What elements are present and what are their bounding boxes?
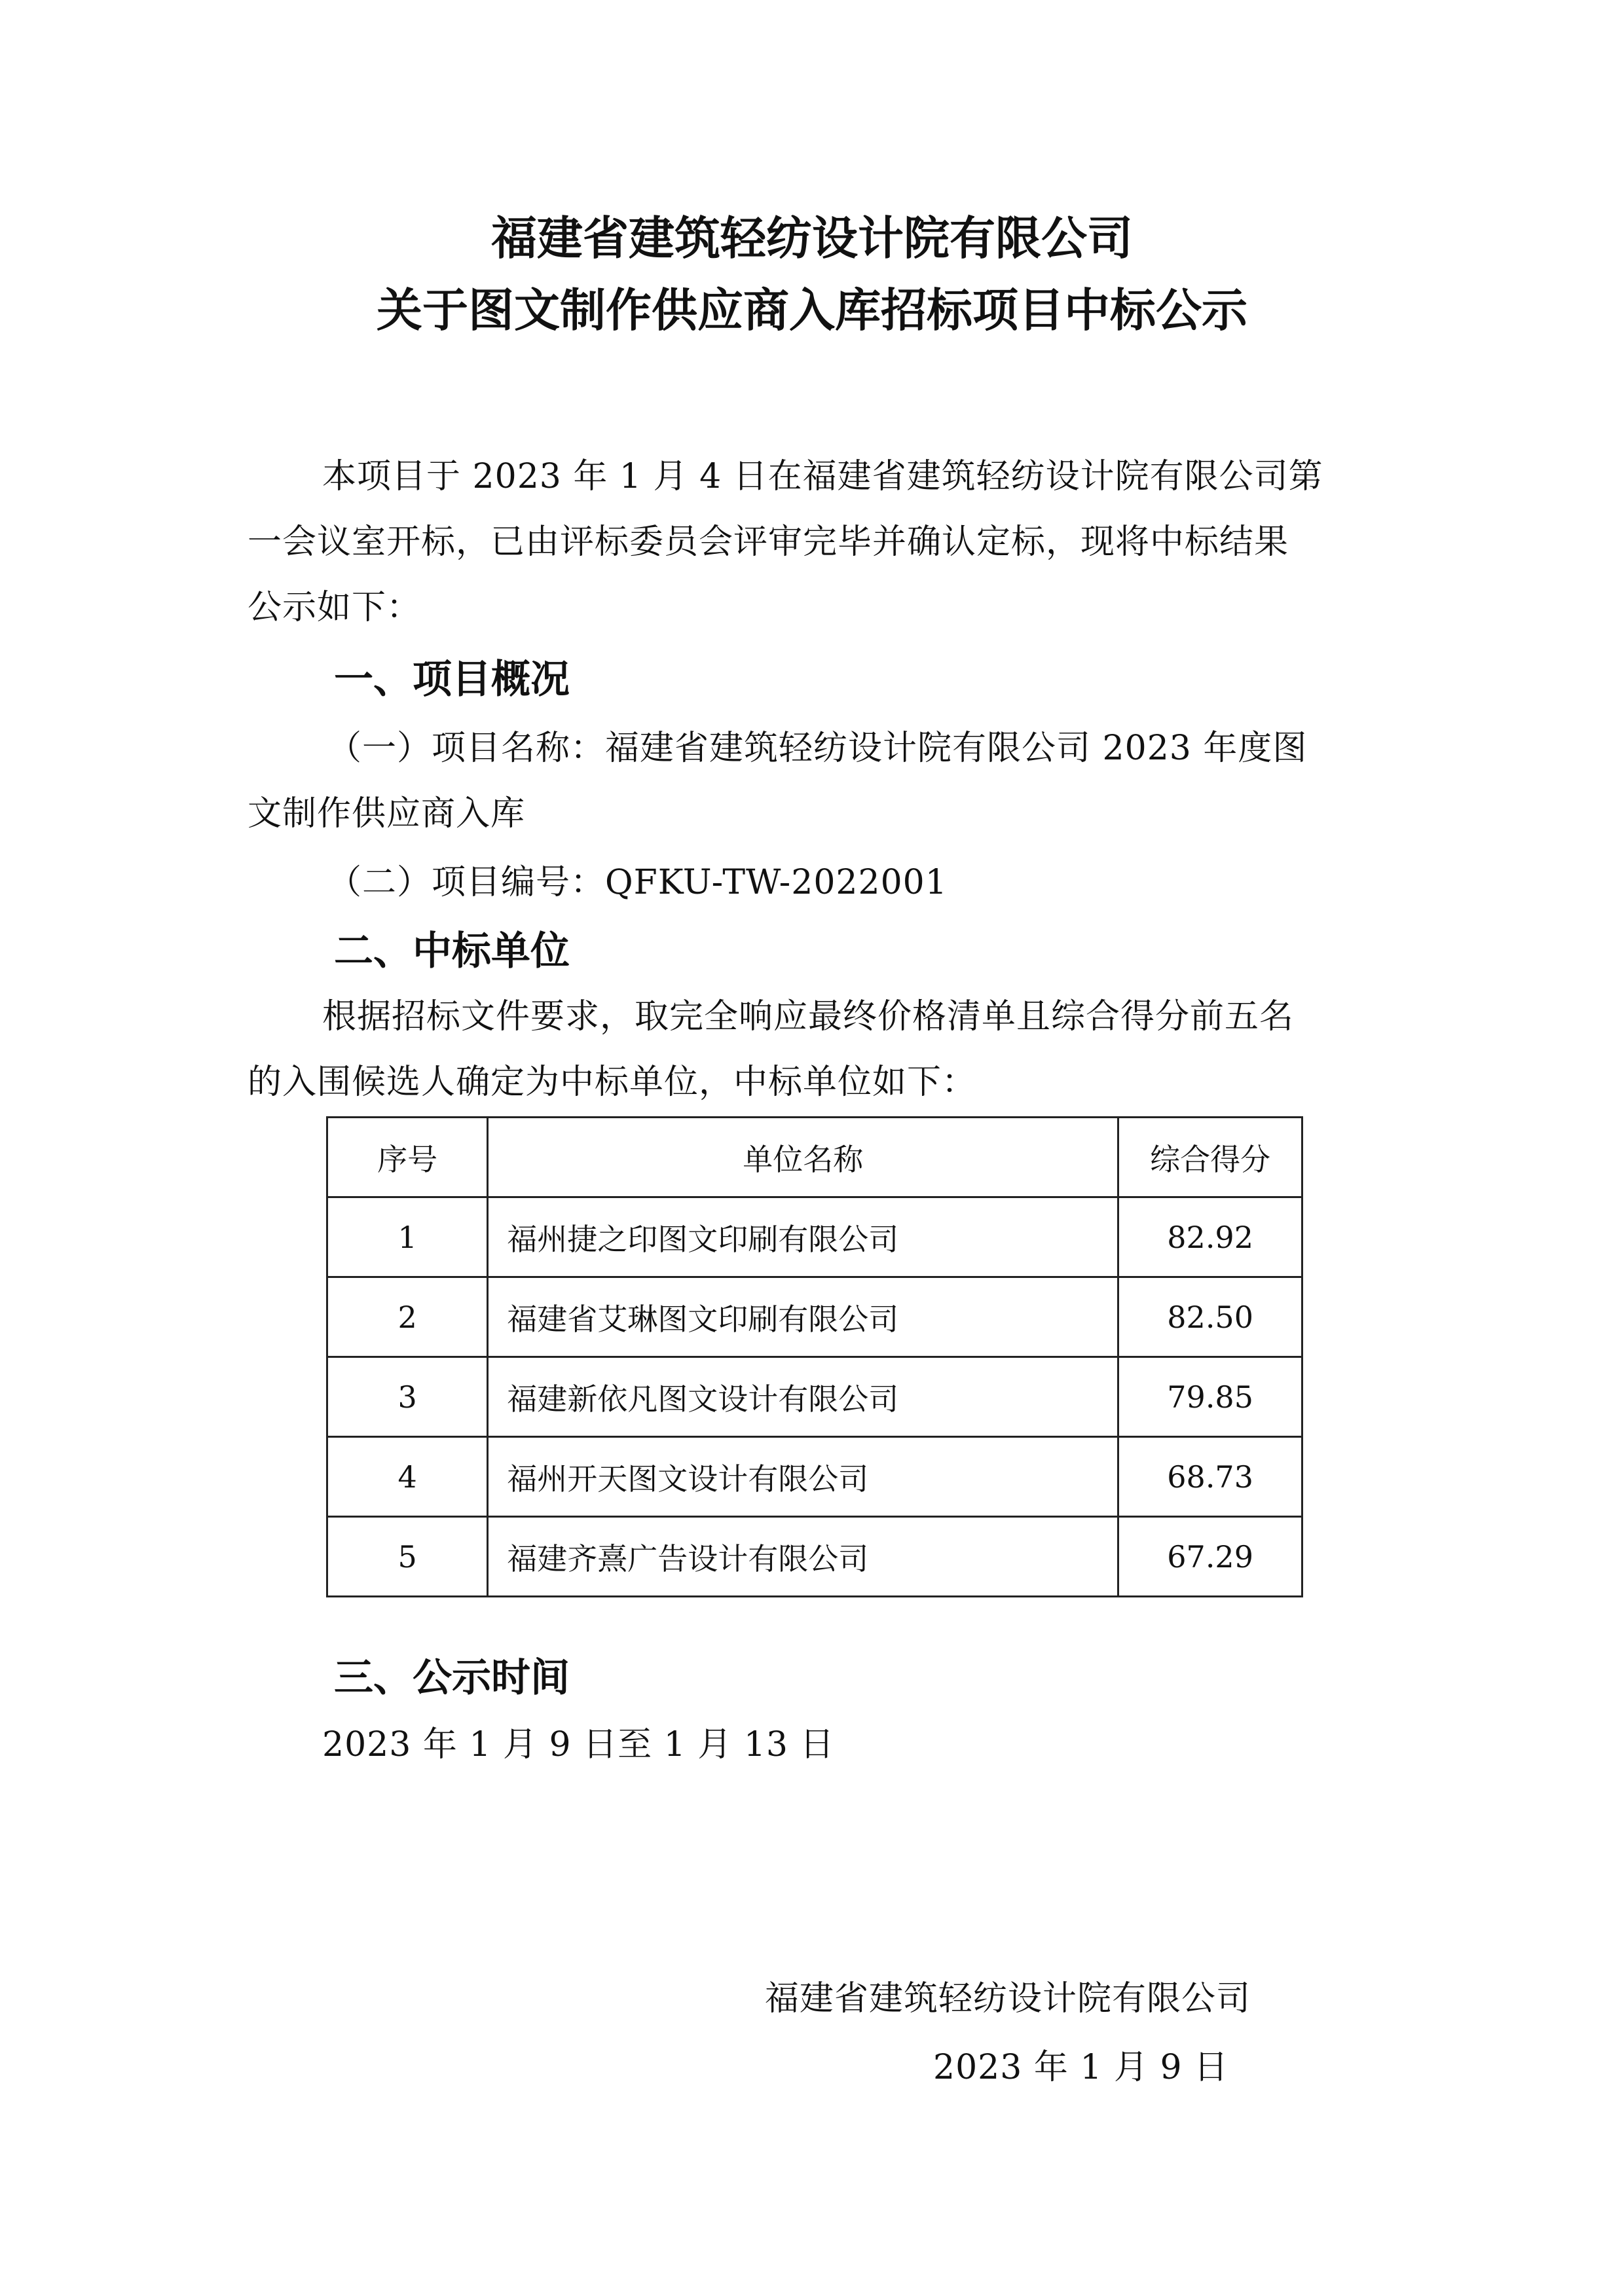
header-score: 综合得分 [1118,1118,1302,1197]
row-index: 5 [327,1517,488,1597]
row-score: 82.50 [1118,1277,1302,1357]
section2-desc-line1: 根据招标文件要求，取完全响应最终价格清单且综合得分前五名 [322,997,1295,1036]
row-name: 福建省艾琳图文印刷有限公司 [488,1277,1118,1357]
document-title-line2: 关于图文制作供应商入库招标项目中标公示 [377,283,1247,337]
row-score: 79.85 [1118,1357,1302,1437]
section2-desc-line2: 的入围候选人确定为中标单位，中标单位如下： [248,1063,977,1102]
section2-heading: 二、中标单位 [334,928,570,974]
row-index: 3 [327,1357,488,1437]
intro-line2: 一会议室开标，已由评标委员会评审完毕并确认定标，现将中标结果 [248,522,1289,562]
row-name: 福建齐熹广告设计有限公司 [488,1517,1118,1597]
notice-period: 2023 年 1 月 9 日至 1 月 13 日 [322,1725,835,1764]
row-index: 4 [327,1437,488,1517]
project-code: （二）项目编号：QFKU-TW-2022001 [327,863,948,902]
table-row [327,1517,1302,1597]
section1-heading: 一、项目概况 [334,657,570,702]
row-score: 68.73 [1118,1437,1302,1517]
header-index: 序号 [327,1118,488,1197]
table-row [327,1357,1302,1437]
document-title-line1: 福建省建筑轻纺设计院有限公司 [491,211,1133,265]
table-row [327,1197,1302,1277]
row-name: 福州开天图文设计有限公司 [488,1437,1118,1517]
project-name-line2: 文制作供应商入库 [248,794,526,833]
row-name: 福建新依凡图文设计有限公司 [488,1357,1118,1437]
row-score: 82.92 [1118,1197,1302,1277]
row-index: 1 [327,1197,488,1277]
project-name-line1: （一）项目名称：福建省建筑轻纺设计院有限公司 2023 年度图 [327,729,1308,768]
row-index: 2 [327,1277,488,1357]
table-row [327,1437,1302,1517]
table-row [327,1277,1302,1357]
signature-date: 2023 年 1 月 9 日 [933,2048,1229,2087]
table-header-row [327,1118,1302,1197]
section3-heading: 三、公示时间 [334,1655,570,1701]
header-name: 单位名称 [488,1118,1118,1197]
intro-line1: 本项目于 2023 年 1 月 4 日在福建省建筑轻纺设计院有限公司第 [322,457,1323,496]
row-score: 67.29 [1118,1517,1302,1597]
results-table [326,1116,1303,1597]
signature-org: 福建省建筑轻纺设计院有限公司 [765,1979,1251,2018]
intro-line3: 公示如下： [248,588,422,627]
row-name: 福州捷之印图文印刷有限公司 [488,1197,1118,1277]
